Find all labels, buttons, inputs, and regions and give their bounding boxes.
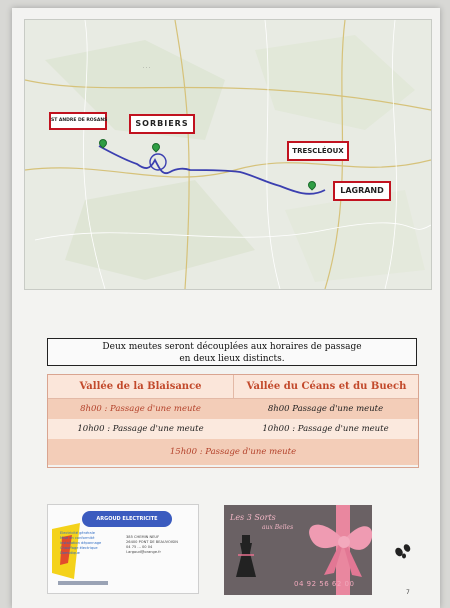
service-item: Installation dépannage <box>60 541 102 545</box>
slot-shared-15h: 15h00 : Passage d'une meute <box>169 447 297 457</box>
service-item: Domotique <box>60 551 80 555</box>
boutique-name: Les 3 Sorts <box>230 513 276 522</box>
argoud-services <box>60 531 101 556</box>
argoud-phone: 04 75 ... 00 04 <box>126 545 153 549</box>
boutique-tagline: aux Belles <box>262 524 294 531</box>
boutique-phone: 04 92 56 62 00 <box>294 580 355 588</box>
service-item: Electricité générale <box>60 531 95 535</box>
argoud-footer-line <box>58 581 108 585</box>
town-label-lagrand: LAGRAND <box>333 181 391 201</box>
info-box <box>47 338 417 366</box>
argoud-ad <box>47 504 199 594</box>
argoud-email: l.argoud@orange.fr <box>126 550 161 554</box>
town-label-sorbiers: SORBIERS <box>129 114 195 134</box>
argoud-address-line: 26400 PONT DE BEAUVOISIN <box>126 540 178 544</box>
info-line-2: en deux lieux distincts. <box>179 354 285 364</box>
argoud-address-line: 385 CHEMIN NEUF <box>126 535 160 539</box>
header-ceans-buech: Vallée du Céans et du Buech <box>233 375 419 398</box>
argoud-logo: ARGOUD ELECTRICITE <box>82 511 172 527</box>
poster-sheet <box>12 8 440 608</box>
town-label-st-andre: ST ANDRE DE ROSANS <box>49 112 107 130</box>
town-label-trescleoux: TRESCLÉOUX <box>287 141 349 161</box>
service-item: Chauffage électrique <box>60 546 98 550</box>
service-item: Mise en conformité <box>60 536 95 540</box>
slot-blaisance-10h: 10h00 : Passage d'une meute <box>77 424 204 434</box>
slot-blaisance-8h: 8h00 : Passage d'une meute <box>80 404 201 414</box>
map-place: · · · <box>143 66 151 71</box>
schedule-row <box>48 419 418 439</box>
header-blaisance: Vallée de la Blaisance <box>79 381 202 392</box>
route-map <box>24 19 432 290</box>
info-line-1: Deux meutes seront découplées aux horaires de passage <box>102 342 362 352</box>
map-background <box>25 20 431 289</box>
schedule-header-row <box>48 375 418 399</box>
argoud-contact <box>126 535 178 555</box>
schedule-row <box>48 399 418 419</box>
slot-ceans-8h: 8h00 Passage d'une meute <box>267 404 384 414</box>
schedule-shared-row <box>48 439 418 465</box>
paw-print-icon <box>392 538 414 560</box>
slot-ceans-10h: 10h00 : Passage d'une meute <box>262 424 389 434</box>
schedule-table <box>47 374 419 468</box>
boutique-ad <box>224 505 372 595</box>
page-number: 7 <box>406 589 410 596</box>
